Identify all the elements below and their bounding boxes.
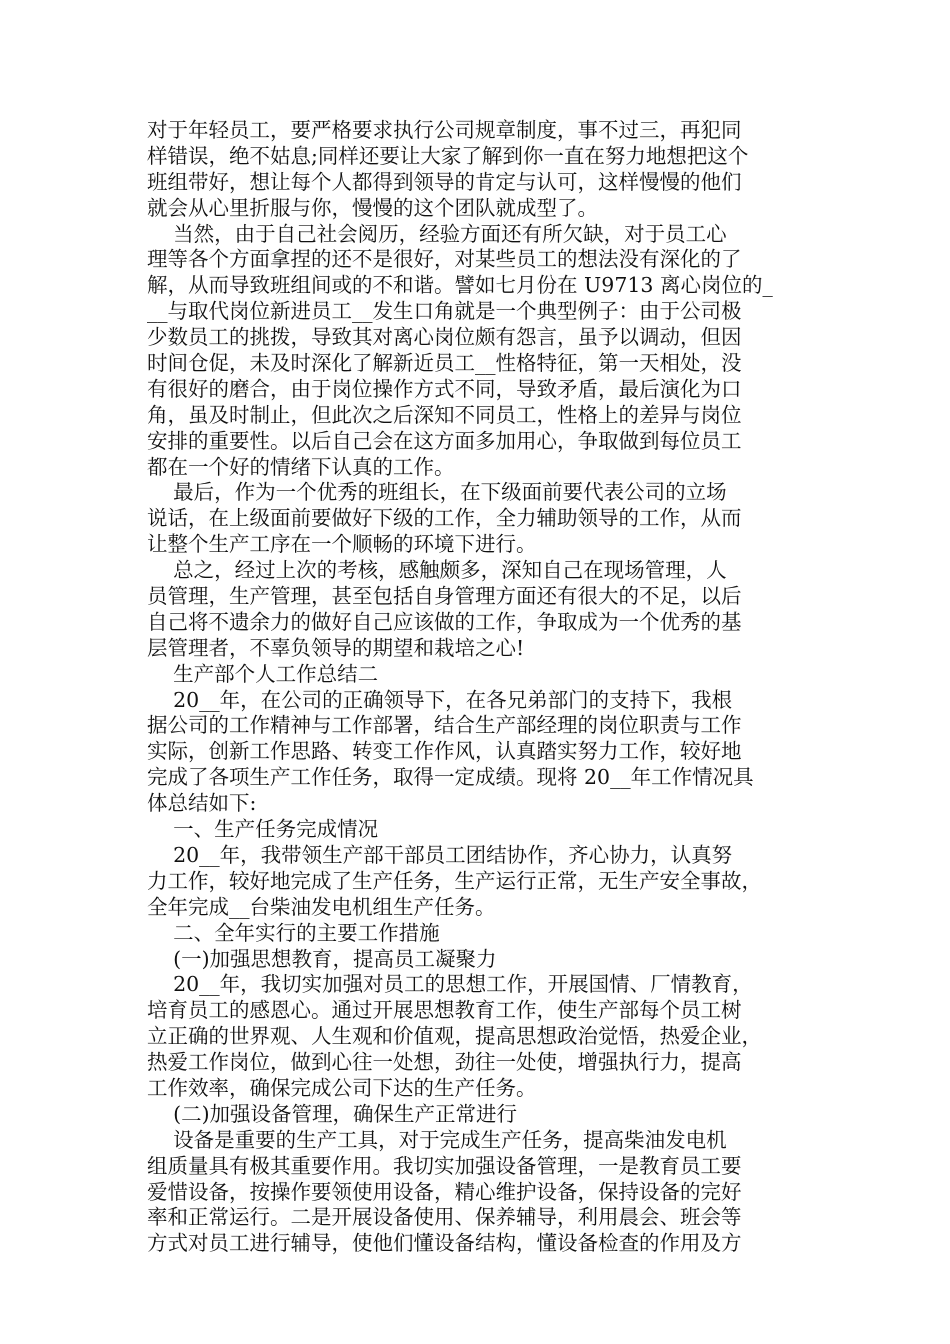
section-heading: 生产部个人工作总结二 — [147, 661, 379, 686]
text-line: 据公司的工作精神与工作部署，结合生产部经理的岗位职责与工作 — [147, 713, 742, 738]
text-line: 少数员工的挑拨，导致其对离心岗位颇有怨言，虽予以调动，但因 — [147, 325, 742, 350]
text-line: 20__年，在公司的正确领导下，在各兄弟部门的支持下，我根 — [147, 687, 733, 712]
text-line: 组质量具有极其重要作用。我切实加强设备管理，一是教育员工要 — [147, 1153, 742, 1178]
text-line: 说话，在上级面前要做好下级的工作，全力辅助领导的工作，从而 — [147, 506, 742, 531]
text-line: 员管理，生产管理，甚至包括自身管理方面还有很大的不足，以后 — [147, 584, 742, 609]
text-line: 都在一个好的情绪下认真的工作。 — [147, 454, 455, 479]
section-heading: 二、全年实行的主要工作措施 — [147, 920, 440, 945]
text-line: 爱惜设备，按操作要领使用设备，精心维护设备，保持设备的完好 — [147, 1179, 742, 1204]
text-line: 当然，由于自己社会阅历，经验方面还有所欠缺，对于员工心 — [147, 221, 727, 246]
text-line: 体总结如下: — [147, 791, 257, 816]
text-line: 率和正常运行。二是开展设备使用、保养辅导，利用晨会、班会等 — [147, 1205, 742, 1230]
text-line: 培育员工的感恩心。通过开展思想教育工作，使生产部每个员工树 — [147, 998, 742, 1023]
text-line: 热爱工作岗位，做到心往一处想，劲往一处使，增强执行力，提高 — [147, 1050, 742, 1075]
text-line: 让整个生产工序在一个顺畅的环境下进行。 — [147, 532, 537, 557]
text-line: 最后，作为一个优秀的班组长，在下级面前要代表公司的立场 — [147, 480, 727, 505]
section-heading: 一、生产任务完成情况 — [147, 817, 379, 842]
text-line: 就会从心里折服与你，慢慢的这个团队就成型了。 — [147, 195, 598, 220]
text-line: 对于年轻员工，要严格要求执行公司规章制度，事不过三，再犯同 — [147, 118, 742, 142]
text-line: 层管理者，不辜负领导的期望和栽培之心! — [147, 635, 525, 660]
text-line: 全年完成__台柴油发电机组生产任务。 — [147, 894, 496, 919]
subsection-heading: (一)加强思想教育，提高员工凝聚力 — [147, 946, 497, 971]
text-line: 实际，创新工作思路、转变工作作风，认真踏实努力工作，较好地 — [147, 739, 742, 764]
text-line: 方式对员工进行辅导，使他们懂设备结构，懂设备检查的作用及方 — [147, 1231, 742, 1256]
text-line: 20__年，我带领生产部干部员工团结协作，齐心协力，认真努 — [147, 842, 733, 867]
text-line: 完成了各项生产工作任务，取得一定成绩。现将 20__年工作情况具 — [147, 765, 754, 790]
text-line: 工作效率，确保完成公司下达的生产任务。 — [147, 1075, 537, 1100]
text-line: 设备是重要的生产工具，对于完成生产任务，提高柴油发电机 — [147, 1127, 727, 1152]
text-line: 总之，经过上次的考核，感触颇多，深知自己在现场管理，人 — [147, 558, 727, 583]
text-line: 解，从而导致班组间或的不和谐。譬如七月份在 U9713 离心岗位的_ — [147, 273, 773, 298]
document-body — [147, 118, 817, 1257]
text-line: 立正确的世界观、人生观和价值观，提高思想政治觉悟，热爱企业， — [147, 1024, 762, 1049]
text-line: 时间仓促，未及时深化了解新近员工__性格特征，第一天相处，没 — [147, 351, 742, 376]
text-line: 有很好的磨合，由于岗位操作方式不同，导致矛盾，最后演化为口 — [147, 376, 742, 401]
text-line: 自己将不遗余力的做好自己应该做的工作，争取成为一个优秀的基 — [147, 609, 742, 634]
subsection-heading: (二)加强设备管理，确保生产正常进行 — [147, 1101, 518, 1126]
text-line: 20__年，我切实加强对员工的思想工作，开展国情、厂情教育， — [147, 972, 753, 997]
text-line: 安排的重要性。以后自己会在这方面多加用心，争取做到每位员工 — [147, 428, 742, 453]
text-line: 理等各个方面拿捏的还不是很好，对某些员工的想法没有深化的了 — [147, 247, 742, 272]
text-line: 班组带好，想让每个人都得到领导的肯定与认可，这样慢慢的他们 — [147, 169, 742, 194]
text-line: 样错误，绝不姑息;同样还要让大家了解到你一直在努力地想把这个 — [147, 143, 749, 168]
text-line: 角，虽及时制止，但此次之后深知不同员工，性格上的差异与岗位 — [147, 402, 742, 427]
text-line: __与取代岗位新进员工__发生口角就是一个典型例子：由于公司极 — [147, 299, 742, 324]
text-line: 力工作，较好地完成了生产任务，生产运行正常，无生产安全事故， — [147, 868, 762, 893]
